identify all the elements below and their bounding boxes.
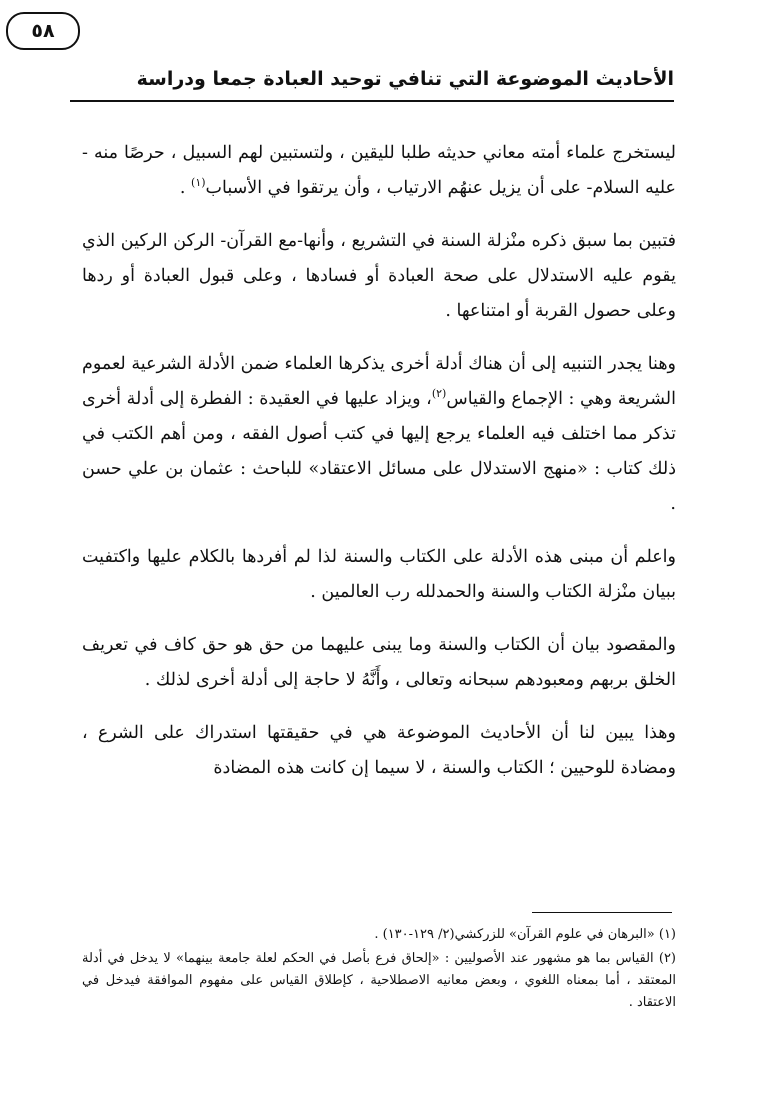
running-header — [70, 66, 674, 106]
footnote-2: (٢) القياس بما هو مشهور عند الأصوليين : «إلحاق فرع بأصل في الحكم لعلة جامعة بينهما» لا يدخل في أدلة المعتقد ، أما بمعناه اللغوي ، وبعض معانيه الاصطلاحية ، كإطلاق القياس على مفهوم الموافقة فيدخل في الاعتقاد . — [82, 951, 676, 1010]
main-text — [82, 136, 676, 804]
paragraph-text: وهذا يبين لنا أن الأحاديث الموضوعة هي في حقيقتها استدراك على الشرع ، ومضادة للوحيين ؛ الكتاب والسنة ، لا سيما إن كانت هذه المضادة — [82, 723, 676, 778]
footnote-ref: (١) — [191, 176, 206, 190]
footnotes — [82, 924, 676, 1016]
paragraph-text: وهنا يجدر التنبيه إلى أن هناك أدلة أخرى يذكرها العلماء ضمن الأدلة الشرعية لعموم الشريعة وهي : الإجماع والقياس — [82, 354, 676, 409]
footnote-ref: (٢) — [431, 387, 447, 401]
running-title: الأحاديث الموضوعة التي تنافي توحيد العبادة جمعا ودراسة — [136, 68, 674, 90]
footnote-separator — [532, 912, 672, 913]
paragraph-4 — [82, 540, 676, 610]
paragraph-5 — [82, 628, 676, 698]
paragraph-2 — [82, 224, 676, 329]
paragraph-text: ليستخرج علماء أمته معاني حديثه طلبا لليقين ، ولتستبين لهم السبيل ، حرصًا منه - عليه السلام- على أن يزيل عنهُم الارتياب ، وأن يرتقوا في الأسباب — [82, 143, 676, 198]
paragraph-text-cont: ، ويزاد عليها في العقيدة : الفطرة إلى أدلة أخرى تذكر مما اختلف فيه العلماء يرجع إليها في كتب أصول الفقه ، ومن أهم الكتب في ذلك كتاب : «منهج الاستدلال على مسائل الاعتقاد» للباحث : عثمان بن علي حسن . — [82, 389, 676, 514]
paragraph-text: فتبين بما سبق ذكره منْزلة السنة في التشريع ، وأنها-مع القرآن- الركن الركين الذي يقوم عليه الاستدلال على صحة العبادة أو فسادها ، وعلى قبول العبادة أو ردها وعلى حصول القربة أو امتناعها . — [82, 231, 676, 321]
paragraph-end: . — [179, 178, 192, 198]
paragraph-1 — [82, 136, 676, 206]
paragraph-text: والمقصود بيان أن الكتاب والسنة وما يبنى عليهما من حق هو حق كاف في تعريف الخلق بربهم ومعبودهم سبحانه وتعالى ، وأَنَّهُ لا حاجة إلى أدلة أخرى لذلك . — [82, 635, 676, 690]
paragraph-3 — [82, 347, 676, 522]
paragraph-6 — [82, 716, 676, 786]
paragraph-text: واعلم أن مبنى هذه الأدلة على الكتاب والسنة لذا لم أفردها بالكلام عليها واكتفيت ببيان منْزلة الكتاب والسنة والحمدلله رب العالمين . — [82, 547, 676, 602]
header-rule — [70, 100, 674, 102]
page-number: ٥٨ — [6, 12, 80, 50]
footnote-1: (١) «البرهان في علوم القرآن» للزركشي(٢/ ١٢٩-١٣٠) . — [374, 927, 676, 942]
